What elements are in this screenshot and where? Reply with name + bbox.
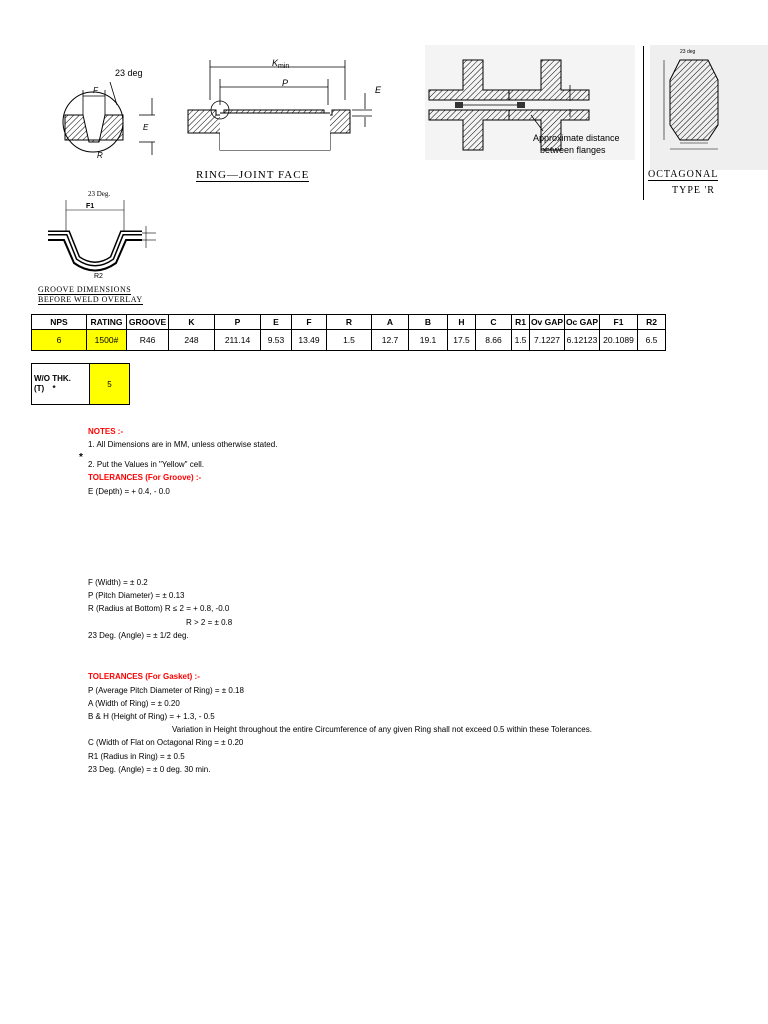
groove-r2-label: R2 [94,273,103,280]
octagonal-caption-line2: TYPE 'R [672,185,715,196]
gasket-tol-variation: Variation in Height throughout the entire Circumference of any given Ring shall not exceed 0.5 within these Tolerances. [172,725,592,734]
header-cell: Oc GAP [565,315,600,330]
groove-f1-label: F1 [86,203,95,210]
ring-f-label: F [93,86,98,95]
ring-e-label: E [143,123,149,132]
header-cell: R [327,315,372,330]
header-cell: RATING [87,315,127,330]
header-cell: H [448,315,476,330]
table-header-row [32,315,666,330]
flange-assembly-diagram [425,45,635,160]
header-cell: C [476,315,512,330]
groove-caption-line1: GROOVE DIMENSIONS [38,285,132,294]
groove-angle-label: 23 Deg. [88,190,111,198]
ring-joint-caption: RING—JOINT FACE [196,169,310,181]
gasket-tol-c: C (Width of Flat on Octagonal Ring = ± 0.20 [88,738,244,747]
header-cell: R1 [512,315,530,330]
octagonal-angle-label: 23 deg [680,49,696,55]
wo-thickness-table [31,363,130,405]
groove-tol-p: P (Pitch Diameter) = ± 0.13 [88,591,185,600]
table-cell: 248 [169,330,215,351]
table-cell: 13.49 [292,330,327,351]
gasket-tol-bh: B & H (Height of Ring) = + 1.3, - 0.5 [88,712,215,721]
groove-tol-r2: R > 2 = ± 0.8 [186,618,233,627]
wo-thickness-value[interactable]: 5 [90,364,130,405]
table-cell: 6.12123 [565,330,600,351]
octagonal-divider [643,46,644,200]
notes-title: NOTES :- [88,427,124,436]
table-cell: 17.5 [448,330,476,351]
approx-distance-line2: between flanges [540,145,606,155]
wo-thickness-star: * [52,384,56,393]
p-label: P [282,78,289,88]
table-cell: 6.5 [638,330,666,351]
dimensions-table [31,314,666,351]
octagonal-caption-line1: OCTAGONAL [648,169,719,180]
note-2: 2. Put the Values in "Yellow" cell. [88,460,204,469]
table-cell: 7.1227 [530,330,565,351]
e2-label: E [375,85,382,95]
table-cell: 9.53 [261,330,292,351]
groove-caption-line2: BEFORE WELD OVERLAY [38,295,143,304]
nps-cell[interactable]: 6 [32,330,87,351]
kmin-label: $K_{min}$ [272,58,290,70]
groove-tolerance-title: TOLERANCES (For Groove) :- [88,473,202,482]
groove-tol-r: R (Radius at Bottom) R ≤ 2 = + 0.8, -0.0 [88,604,230,613]
notes-star: * [79,452,83,463]
header-cell: R2 [638,315,666,330]
header-cell: F [292,315,327,330]
ring-joint-groove-detail [55,60,175,165]
header-cell: Ov GAP [530,315,565,330]
table-cell: 20.1089 [600,330,638,351]
gasket-tol-r1: R1 (Radius in Ring) = ± 0.5 [88,752,185,761]
header-cell: NPS [32,315,87,330]
table-cell: 1.5 [327,330,372,351]
header-cell: P [215,315,261,330]
header-cell: F1 [600,315,638,330]
table-cell: 211.14 [215,330,261,351]
header-cell: K [169,315,215,330]
rating-cell[interactable]: 1500# [87,330,127,351]
header-cell: A [372,315,409,330]
ring-angle-label: 23 deg [115,68,143,78]
gasket-tol-p: P (Average Pitch Diameter of Ring) = ± 0.18 [88,686,244,695]
ring-r-label: R [97,151,103,160]
table-cell: R46 [127,330,169,351]
table-cell: 12.7 [372,330,409,351]
table-cell: 1.5 [512,330,530,351]
table-cell: 8.66 [476,330,512,351]
gasket-tol-angle: 23 Deg. (Angle) = ± 0 deg. 30 min. [88,765,211,774]
note-1: 1. All Dimensions are in MM, unless otherwise stated. [88,440,278,449]
table-row [32,330,666,351]
flange-section-diagram [180,55,390,160]
groove-tol-angle: 23 Deg. (Angle) = ± 1/2 deg. [88,631,189,640]
groove-tol-e: E (Depth) = + 0.4, - 0.0 [88,487,170,496]
approx-distance-line1: Approximate distance [533,133,620,143]
groove-tol-f: F (Width) = ± 0.2 [88,578,148,587]
header-cell: GROOVE [127,315,169,330]
wo-thickness-label: W/O THK. (T) * [32,364,90,405]
groove-dimension-diagram [38,188,168,280]
octagonal-ring-diagram [650,45,768,170]
header-cell: E [261,315,292,330]
table-cell: 19.1 [409,330,448,351]
gasket-tol-a: A (Width of Ring) = ± 0.20 [88,699,180,708]
header-cell: B [409,315,448,330]
gasket-tolerance-title: TOLERANCES (For Gasket) :- [88,672,200,681]
